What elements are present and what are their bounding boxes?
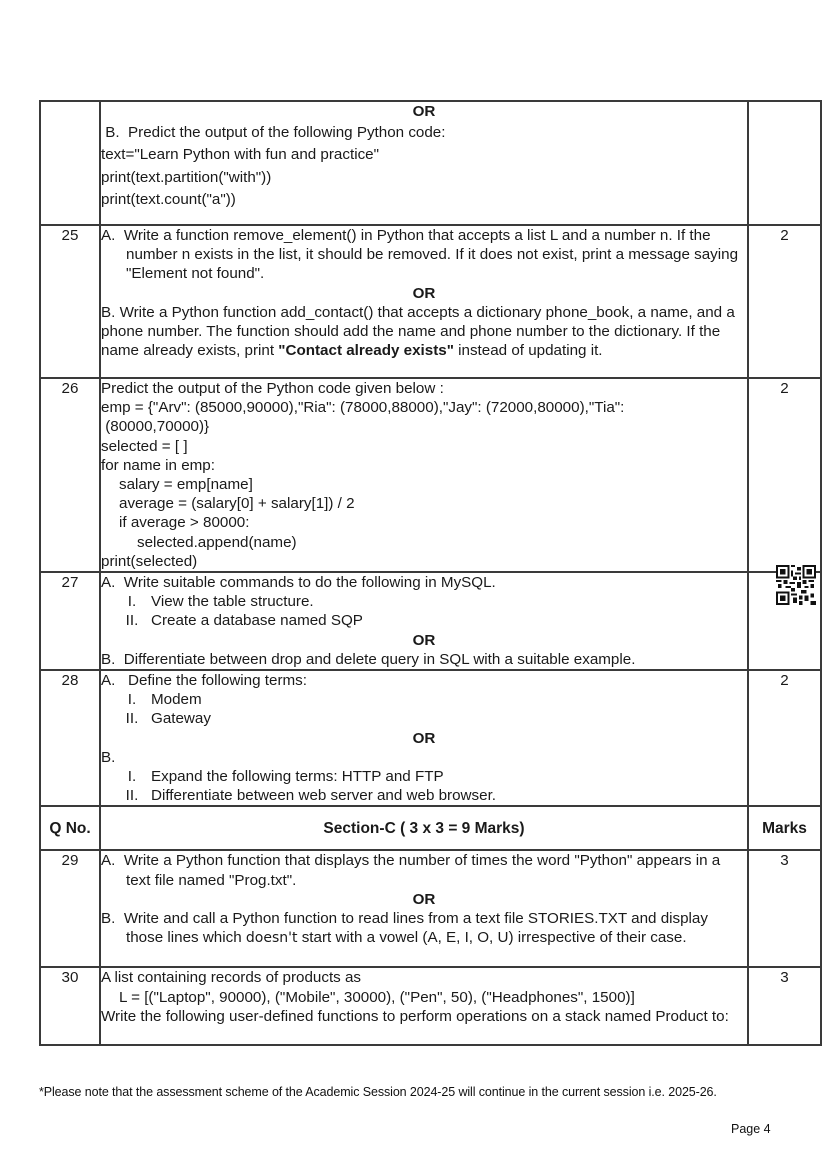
question-text [100, 225, 748, 378]
option-a-text: Write a Python function that displays the number of times the word "Python" appears in a text file named "Prog.txt". [123, 852, 721, 889]
option-a [101, 226, 747, 284]
code-line: (80000,70000)} [101, 418, 210, 436]
list-item [101, 611, 747, 630]
table-row [40, 225, 821, 378]
option-b: B. Differentiate between drop and delete query in SQL with a suitable example. [101, 650, 636, 668]
question-number: 27 [40, 572, 100, 670]
list-item [101, 786, 747, 805]
option-b-text: B. Write a Python function add_contact() that accepts a dictionary phone_book, a name, and a phone number. The function should add the name and phone number to the dictionary. If the name already exists, print [101, 303, 740, 360]
question-line: Write the following user-defined functions to perform operations on a stack named Product to: [101, 1007, 729, 1025]
question-text [100, 572, 748, 670]
list-item-number: II. [125, 612, 139, 630]
marks: 3 [748, 850, 821, 967]
table-row [40, 378, 821, 572]
question-number: 26 [40, 378, 100, 572]
option-b [101, 909, 747, 948]
list-item-number: II. [125, 787, 139, 805]
marks: 3 [748, 967, 821, 1045]
list-item [101, 709, 747, 728]
or-separator: OR [412, 631, 436, 649]
table-row [40, 572, 821, 670]
list-item-number: I. [127, 593, 137, 611]
list-item [101, 690, 747, 709]
question-line: A list containing records of products as [101, 969, 362, 987]
code-line: print(selected) [101, 552, 198, 570]
code-line: print(text.partition("with")) [101, 168, 272, 186]
qno-header: Q No. [40, 806, 100, 850]
option-a-label: A. [101, 227, 116, 244]
option-a: A. Write suitable commands to do the following in MySQL. [101, 574, 496, 592]
or-separator: OR [412, 103, 436, 120]
list-item-number: I. [127, 768, 137, 786]
question-number: 25 [40, 225, 100, 378]
list-item-text: Gateway [151, 710, 211, 728]
option-a: A. Define the following terms: [101, 672, 307, 690]
question-number: 29 [40, 850, 100, 967]
question-text [100, 967, 748, 1045]
list-item-text: Expand the following terms: HTTP and FTP [151, 768, 444, 786]
option-a-text: Write a function remove_element() in Python that accepts a list L and a number n. If the number n exists in the list, it should be removed. If it does not exist, print a message saying "Element not found". [123, 227, 739, 283]
code-line: text="Learn Python with fun and practice" [101, 146, 379, 164]
code-line: selected.append(name) [137, 533, 297, 551]
list-item-text: Differentiate between web server and web browser. [151, 787, 497, 805]
question-text [100, 378, 748, 572]
list-item-text: View the table structure. [151, 593, 314, 611]
table-row [40, 967, 821, 1045]
question-text [100, 101, 748, 225]
question-number: 30 [40, 967, 100, 1045]
marks: 2 [748, 378, 821, 572]
code-line: average = (salary[0] + salary[1]) / 2 [119, 495, 355, 513]
code-line: L = [("Laptop", 90000), ("Mobile", 30000), ("Pen", 50), ("Headphones", 1500)] [119, 988, 635, 1006]
option-a-label: A. [101, 852, 116, 870]
option-b-special-text: doesn't [245, 930, 298, 947]
or-separator: OR [412, 729, 436, 747]
option-b-title: B. Predict the output of the following Python code: [101, 124, 446, 142]
question-intro: Predict the output of the Python code given below : [101, 380, 444, 397]
list-item-text: Modem [151, 691, 202, 709]
option-b-text-end: start with a vowel (A, E, I, O, U) irrespective of their case. [297, 929, 687, 947]
code-line: for name in emp: [101, 456, 215, 474]
code-line: print(text.count("a")) [101, 190, 236, 208]
code-line: selected = [ ] [101, 437, 188, 455]
table-row [40, 101, 821, 225]
section-title: Section-C ( 3 x 3 = 9 Marks) [100, 806, 748, 850]
list-item-number: I. [127, 691, 137, 709]
list-item-number: II. [125, 710, 139, 728]
option-b-label: B. [101, 910, 116, 928]
qr-code-icon [776, 565, 816, 605]
footer-note: *Please note that the assessment scheme of the Academic Session 2024-25 will continue in the current session i.e. 2025-26. [39, 1085, 717, 1099]
question-number: 28 [40, 670, 100, 806]
option-a [101, 851, 747, 889]
code-line: if average > 80000: [119, 514, 250, 532]
question-number [40, 101, 100, 225]
marks: 2 [748, 670, 821, 806]
option-b-text-end: instead of updating it. [453, 342, 603, 360]
or-separator: OR [412, 890, 436, 908]
section-header-row [40, 806, 821, 850]
option-b: B. [101, 748, 116, 766]
table-row [40, 670, 821, 806]
question-text [100, 670, 748, 806]
list-item [101, 767, 747, 786]
code-line: emp = {"Arv": (85000,90000),"Ria": (78000,88000),"Jay": (72000,80000),"Tia": [101, 399, 625, 417]
marks [748, 101, 821, 225]
or-separator: OR [412, 284, 436, 302]
option-b [101, 303, 747, 361]
list-item-text: Create a database named SQP [151, 612, 363, 630]
marks: 2 [748, 225, 821, 378]
option-b-bold-text: "Contact already exists" [278, 342, 454, 360]
option-b-text: Write and call a Python function to read lines from a text file STORIES.TXT and display those lines which [123, 910, 708, 947]
page-number: Page 4 [731, 1122, 771, 1136]
question-text [100, 850, 748, 967]
code-line: salary = emp[name] [119, 476, 253, 494]
list-item [101, 592, 747, 611]
table-row [40, 850, 821, 967]
marks-header: Marks [748, 806, 821, 850]
questions-table [39, 100, 822, 1046]
